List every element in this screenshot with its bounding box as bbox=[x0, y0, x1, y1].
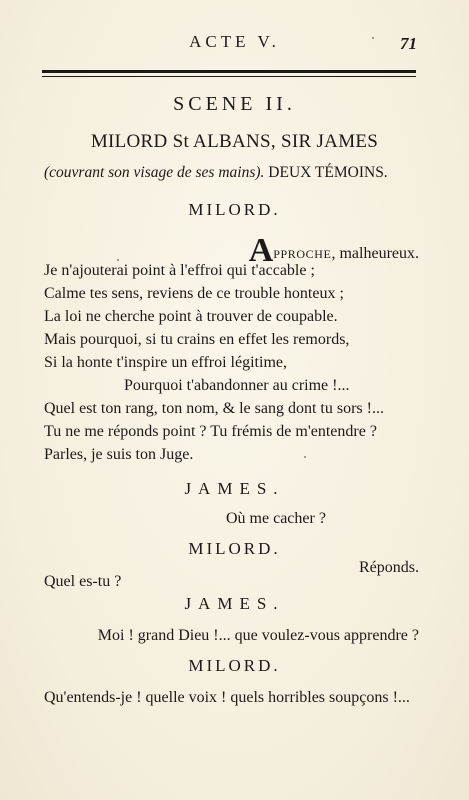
verse-line: Je n'ajouterai point à l'effroi qui t'accable ; bbox=[44, 262, 315, 279]
verse-line: Où me cacher ? bbox=[226, 510, 326, 527]
scene-heading: SCENE II. bbox=[173, 93, 296, 115]
verse-line: Pourquoi t'abandonner au crime !... bbox=[124, 377, 350, 394]
verse-line: Qu'entends-je ! quelle voix ! quels horribles soupçons !... bbox=[44, 689, 410, 706]
verse-line: Parles, je suis ton Juge. bbox=[44, 446, 194, 463]
stage-direction-witnesses: DEUX TÉMOINS. bbox=[268, 164, 388, 181]
stage-direction-italic: (couvrant son visage de ses mains). bbox=[44, 164, 265, 181]
scene-characters: MILORD St ALBANS, SIR JAMES bbox=[90, 131, 379, 152]
paper-speck bbox=[304, 456, 306, 458]
verse-line: Quel est ton rang, ton nom, & le sang dont tu sors !... bbox=[44, 400, 384, 417]
speaker-name: MILORD. bbox=[188, 539, 281, 558]
verse-line: Calme tes sens, reviens de ce trouble honteux ; bbox=[44, 285, 344, 302]
speaker-name: JAMES. bbox=[184, 479, 285, 498]
header-rule-thick bbox=[42, 70, 416, 73]
stage-direction bbox=[44, 164, 388, 182]
verse-line: Quel es-tu ? bbox=[44, 573, 122, 590]
paper-speck bbox=[117, 259, 119, 261]
verse-line: Mais pourquoi, si tu crains en effet les remords, bbox=[44, 331, 350, 348]
small-caps-word: PPROCHE bbox=[273, 247, 332, 261]
page-number: 71 bbox=[400, 34, 417, 53]
verse-line: Si la honte t'inspire un effroi légitime, bbox=[44, 354, 287, 371]
speaker-name: MILORD. bbox=[188, 656, 281, 675]
verse-text: , malheureux. bbox=[331, 245, 419, 262]
running-head: ACTE V. bbox=[189, 32, 280, 51]
drop-capital: A bbox=[248, 232, 274, 269]
verse-line: Tu ne me réponds point ? Tu frémis de m'entendre ? bbox=[44, 423, 377, 440]
verse-line: La loi ne cherche point à trouver de coupable. bbox=[44, 308, 338, 325]
verse-line: Moi ! grand Dieu !... que voulez-vous apprendre ? bbox=[97, 627, 419, 644]
header-rule-thin bbox=[42, 76, 416, 77]
speaker-name: JAMES. bbox=[184, 594, 285, 613]
speaker-name: MILORD. bbox=[188, 200, 281, 219]
paper-speck bbox=[372, 37, 374, 39]
verse-line: Réponds. bbox=[359, 559, 419, 576]
